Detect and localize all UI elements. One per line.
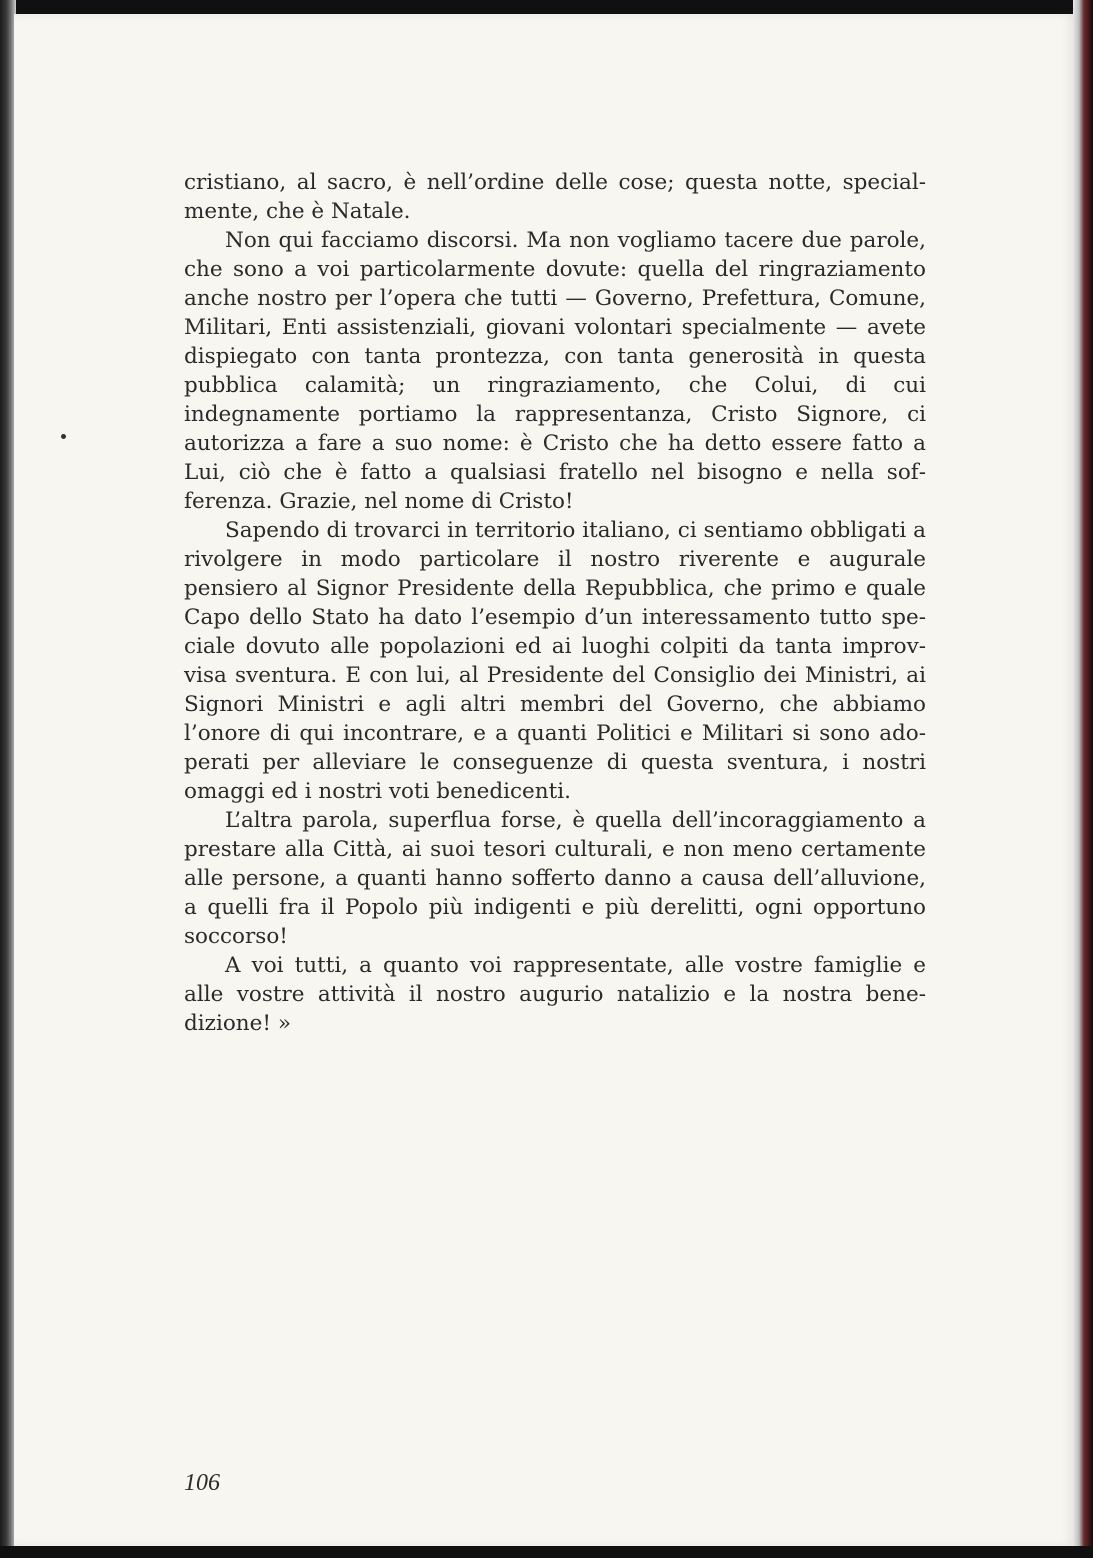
paragraph-4: L’altra parola, superflua forse, è quella dell’incoraggiamento a prestare alla Città, ai suoi tesori culturali, e non meno certamente alle persone, a quanti hanno sofferto danno a causa dell’alluvione, a quelli fra il Popolo più indigenti e più derelitti, ogni opportuno soccorso! [184, 808, 926, 949]
book-cover-edge [1073, 0, 1093, 1558]
page-number: 106 [184, 1470, 220, 1496]
paragraph-1: cristiano, al sacro, è nell’ordine delle cose; questa notte, specialmente, che è Natale. [184, 170, 926, 224]
scan-bottom-edge [0, 1546, 1093, 1558]
paragraph-3: Sapendo di trovarci in territorio italiano, ci sentiamo obbligati a rivolgere in modo particolare il nostro riverente e augurale pensiero al Signor Presidente della Repubblica, che primo e quale Capo dello Stato ha dato l’esempio d’un interessamento tutto speciale dovuto alle popolazioni ed ai luoghi colpiti da tanta improvvisa sventura. E con lui, al Presidente del Consiglio dei Ministri, ai Signori Ministri e agli altri membri del Governo, che abbiamo l’onore di qui incontrare, e a quanti Politici e Militari si sono adoperati per alleviare le conseguenze di questa sventura, i nostri omaggi ed i nostri voti benedicenti. [184, 518, 926, 804]
paragraph-2: Non qui facciamo discorsi. Ma non vogliamo tacere due parole, che sono a voi particolarmente dovute: quella del ringraziamento anche nostro per l’opera che tutti — Governo, Prefettura, Comune, Militari, Enti assistenziali, giovani volontari specialmente — avete dispiegato con tanta prontezza, con tanta generosità in questa pubblica calamità; un ringraziamento, che Colui, di cui indegnamente portiamo la rappresentanza, Cristo Signore, ci autorizza a fare a suo nome: è Cristo che ha detto essere fatto a Lui, ciò che è fatto a qualsiasi fratello nel bisogno e nella sofferenza. Grazie, nel nome di Cristo! [184, 228, 926, 514]
margin-dot [61, 434, 66, 439]
paragraph-5: A voi tutti, a quanto voi rappresentate, alle vostre famiglie e alle vostre attività il nostro augurio natalizio e la nostra benedizione! » [184, 953, 926, 1036]
body-text [184, 168, 926, 1038]
